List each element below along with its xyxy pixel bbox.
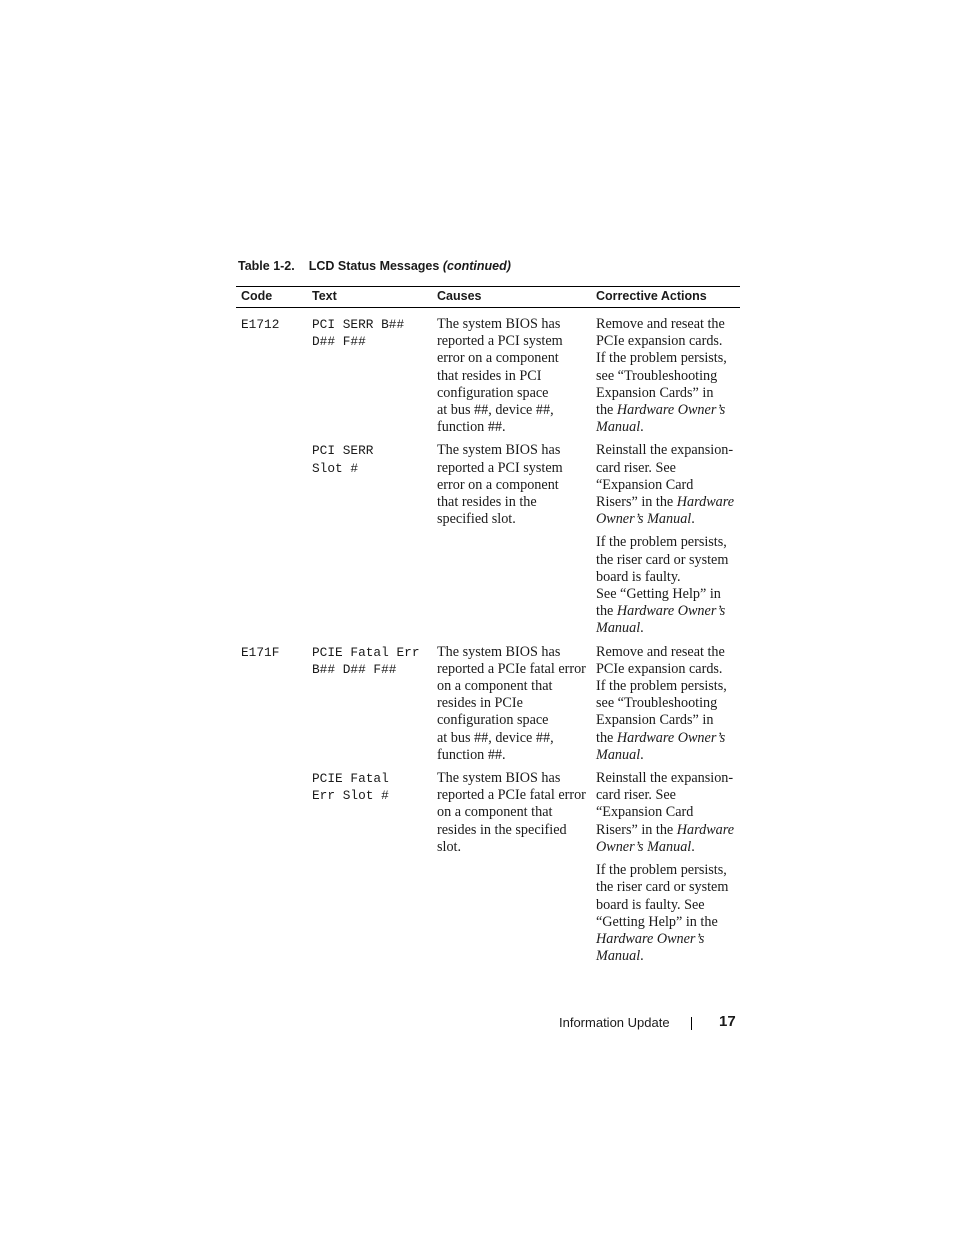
action-line (596, 948, 736, 965)
cell-line: error on a component (437, 350, 559, 367)
action-text: board is faulty. (596, 568, 681, 585)
action-line (596, 914, 736, 931)
action-text: . (640, 620, 644, 637)
cell-line: specified slot. (437, 511, 516, 528)
cell-text (307, 436, 432, 528)
table-header-row (236, 287, 740, 308)
action-line (596, 804, 736, 821)
action-line (596, 569, 736, 586)
action-line (596, 552, 736, 569)
cell-line: resides in the specified (437, 821, 567, 838)
action-line (596, 402, 736, 419)
action-text: “Getting Help” in the (596, 913, 718, 930)
action-line (596, 644, 736, 661)
action-text: the riser card or system (596, 551, 729, 568)
action-line (596, 385, 736, 402)
action-line (596, 712, 736, 729)
action-emphasis: Hardware Owner’s (616, 729, 726, 746)
table-caption (238, 259, 511, 273)
cell-line: that resides in the (437, 494, 537, 511)
cell-corrective-action (591, 764, 740, 856)
action-text: Reinstall the expansion- (596, 442, 734, 459)
action-emphasis: Manual (596, 948, 641, 965)
action-text: board is faulty. See (596, 896, 705, 913)
cell-corrective-action (591, 436, 740, 528)
cell-corrective-action (591, 638, 740, 764)
action-text: Risers” in the (596, 494, 677, 511)
cell-causes (432, 638, 591, 764)
cell-line: configuration space (437, 712, 549, 729)
action-text: card riser. See (596, 459, 676, 476)
action-text: If the problem persists, (596, 350, 727, 367)
action-text: see “Troubleshooting (596, 367, 718, 384)
action-text: Reinstall the expansion- (596, 770, 734, 787)
action-line (596, 460, 736, 477)
cell-code (236, 764, 307, 856)
action-emphasis: Hardware Owner’s (616, 603, 726, 620)
cell-line: reported a PCIe fatal error (437, 660, 586, 677)
cell-line: function ##. (437, 746, 506, 763)
action-text: the (596, 729, 617, 746)
cell-line: PCI SERR B## (312, 317, 405, 332)
footer-section: Information Update (559, 1015, 670, 1030)
action-line (596, 620, 736, 637)
action-text: Risers” in the (596, 821, 677, 838)
action-text: “Expansion Card (596, 804, 694, 821)
cell-line: that resides in PCI (437, 367, 542, 384)
table-continued: (continued) (442, 259, 511, 273)
action-text: If the problem persists, (596, 678, 727, 695)
action-emphasis: Hardware (676, 494, 735, 511)
action-line (596, 333, 736, 350)
cell-line: The system BIOS has (437, 770, 561, 787)
error-code: E171F (241, 644, 280, 660)
cell-line: resides in PCIe (437, 695, 523, 712)
cell-code (236, 436, 307, 528)
action-text: the riser card or system (596, 879, 729, 896)
action-line (596, 603, 736, 620)
table-title: LCD Status Messages (308, 259, 440, 273)
table-row (236, 856, 740, 965)
cell-text (307, 528, 432, 637)
action-text: Remove and reseat the (596, 643, 725, 660)
action-line (596, 511, 736, 528)
cell-line: slot. (437, 838, 462, 855)
cell-corrective-action (591, 856, 740, 965)
action-line (596, 661, 736, 678)
action-text: the (596, 402, 617, 419)
cell-causes (432, 436, 591, 528)
action-line (596, 368, 736, 385)
action-text: see “Troubleshooting (596, 695, 718, 712)
action-line (596, 534, 736, 551)
action-text: . (691, 511, 695, 528)
action-emphasis: Hardware Owner’s (616, 402, 726, 419)
cell-causes (432, 764, 591, 856)
action-text: PCIe expansion cards. (596, 660, 723, 677)
cell-line: The system BIOS has (437, 643, 561, 660)
cell-line: B## D## F## (312, 661, 397, 677)
cell-line: PCIE Fatal (312, 771, 389, 787)
cell-line: error on a component (437, 476, 559, 493)
action-line (596, 442, 736, 459)
table-row (236, 308, 740, 437)
action-emphasis: Owner’s Manual (596, 511, 692, 528)
cell-line: reported a PCI system (437, 459, 563, 476)
action-emphasis: Hardware Owner’s (596, 930, 705, 947)
action-text: Expansion Cards” in (596, 384, 714, 401)
action-text: Expansion Cards” in (596, 712, 714, 729)
action-text: “Expansion Card (596, 476, 694, 493)
cell-code (236, 638, 307, 764)
table-row (236, 528, 740, 637)
action-emphasis: Owner’s Manual (596, 838, 692, 855)
cell-text (307, 764, 432, 856)
footer-separator (691, 1017, 692, 1030)
action-line (596, 678, 736, 695)
cell-line: Slot # (312, 460, 359, 476)
cell-line: reported a PCIe fatal error (437, 787, 586, 804)
action-text: the (596, 603, 617, 620)
action-text: card riser. See (596, 787, 676, 804)
action-text: . (640, 746, 644, 763)
cell-corrective-action (591, 308, 740, 437)
action-line (596, 494, 736, 511)
action-line (596, 897, 736, 914)
table-body (236, 308, 740, 966)
action-line (596, 477, 736, 494)
cell-causes (432, 856, 591, 965)
table-row (236, 764, 740, 856)
action-line (596, 839, 736, 856)
action-emphasis: Manual (596, 746, 641, 763)
action-text: If the problem persists, (596, 534, 727, 551)
action-line (596, 586, 736, 603)
page-number: 17 (719, 1013, 736, 1030)
action-text: PCIe expansion cards. (596, 333, 723, 350)
action-line (596, 822, 736, 839)
page-footer (559, 1013, 736, 1030)
column-header-text: Text (307, 287, 432, 308)
action-emphasis: Manual (596, 419, 641, 436)
cell-line: at bus ##, device ##, (437, 729, 554, 746)
cell-code (236, 308, 307, 437)
lcd-status-table (236, 286, 740, 965)
table-label: Table 1-2. (238, 259, 295, 273)
action-text: Remove and reseat the (596, 316, 725, 332)
cell-causes (432, 528, 591, 637)
cell-line: PCIE Fatal Err (312, 644, 420, 660)
action-line (596, 419, 736, 436)
cell-text (307, 308, 432, 437)
column-header-code: Code (236, 287, 307, 308)
column-header-corrective-actions: Corrective Actions (591, 287, 740, 308)
cell-line: The system BIOS has (437, 442, 561, 459)
cell-line: on a component that (437, 804, 553, 821)
cell-line: at bus ##, device ##, (437, 402, 554, 419)
column-header-causes: Causes (432, 287, 591, 308)
action-line (596, 770, 736, 787)
action-line (596, 695, 736, 712)
cell-text (307, 638, 432, 764)
cell-line: function ##. (437, 419, 506, 436)
cell-text (307, 856, 432, 965)
action-text: . (691, 838, 695, 855)
cell-line: PCI SERR (312, 443, 374, 459)
action-emphasis: Manual (596, 620, 641, 637)
cell-line: reported a PCI system (437, 333, 563, 350)
action-text: . (640, 419, 644, 436)
cell-line: The system BIOS has (437, 316, 561, 332)
cell-corrective-action (591, 528, 740, 637)
table-row (236, 436, 740, 528)
action-line (596, 316, 736, 333)
action-text: If the problem persists, (596, 862, 727, 879)
action-line (596, 350, 736, 367)
cell-code (236, 856, 307, 965)
cell-line: Err Slot # (312, 788, 389, 804)
cell-causes (432, 308, 591, 437)
table-row (236, 638, 740, 764)
action-line (596, 730, 736, 747)
action-line (596, 787, 736, 804)
action-line (596, 747, 736, 764)
action-line (596, 879, 736, 896)
action-line (596, 931, 736, 948)
cell-line: on a component that (437, 678, 553, 695)
cell-code (236, 528, 307, 637)
action-text: . (640, 948, 644, 965)
error-code: E1712 (241, 317, 280, 332)
action-text: See “Getting Help” in (596, 586, 721, 603)
cell-line: configuration space (437, 384, 549, 401)
action-line (596, 862, 736, 879)
cell-line: D## F## (312, 334, 366, 350)
action-emphasis: Hardware (676, 821, 735, 838)
